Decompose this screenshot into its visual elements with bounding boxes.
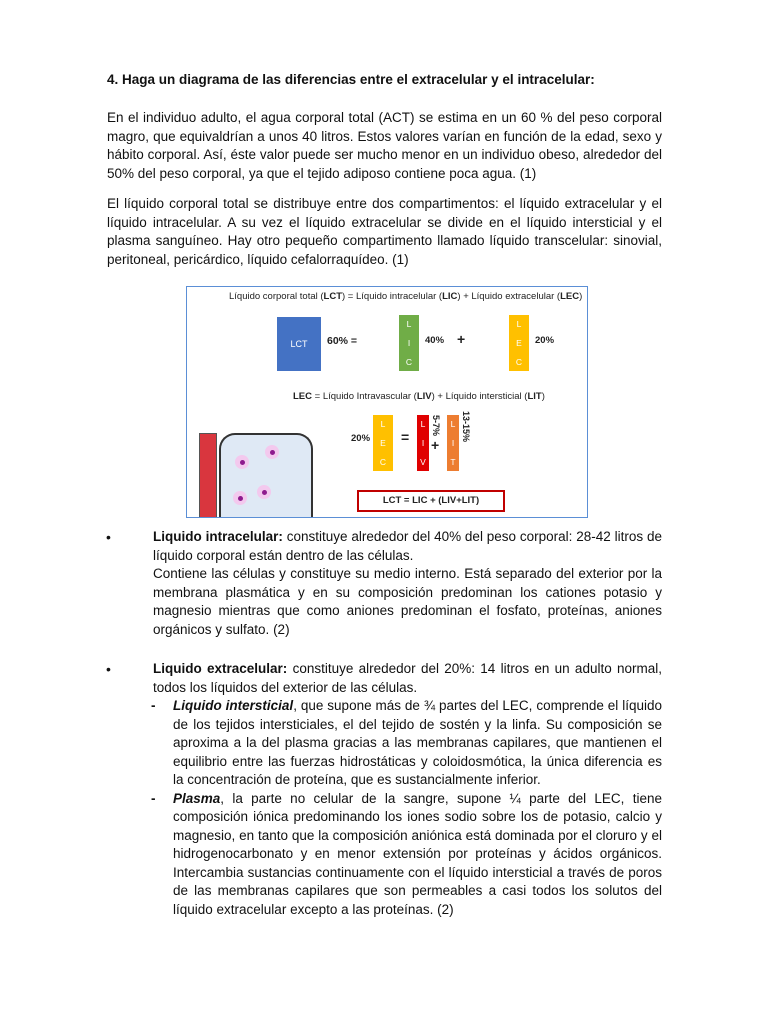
intracelular-definition: constituye alrededor del 40% del peso corporal: 28-42 litros de líquido corporal están dentro de las células. [153,529,662,563]
vessel-illustration [199,433,217,518]
bullet-liquido-intracelular [106,528,662,639]
term-plasma: Plasma [173,790,221,806]
lec-percent: 20% [535,335,555,346]
lic-percent: 40% [425,335,445,346]
term-extracelular: Liquido extracelular: [153,661,288,676]
lec2-box: L E C [373,415,393,471]
lct-box: LCT [277,317,321,371]
lit-box: L I T [447,415,459,471]
paragraph-agua-corporal: En el individuo adulto, el agua corporal total (ACT) se estima en un 60 % del peso corporal magro, que equivaldrían a unos 40 litros. Estos valores varían en función de la edad, sexo y hábito corporal. Así, éste valor puede ser mucho menor en un individuo obeso, alrededor del 50% del peso corporal, ya que el tejido adiposo contiene poca agua. (1) [107,110,662,181]
sub-item-plasma: - Plasma, la parte no celular de la sangre, supone ¼ parte del LEC, tiene composición iónica predominando los iones sodio sobre los de potasio, calcio y magnesio, en tanto que la composición aniónica está dominada por el cloruro y el hidrogenocarbonato y en menor extensión por proteínas y ácidos orgánicos. Intercambia sustancias continuamente con el líquido intersticial a través de poros de las membranas capilares que son permeables a casi todos los solutos del líquido extracelular excepto a las proteínas. (2) [151,790,662,917]
term-intracelular: Liquido intracelular: [153,529,283,544]
fluid-compartments-diagram [186,286,588,518]
question-heading: 4. Haga un diagrama de las diferencias entre el extracelular y el intracelular: [107,72,595,87]
term-intersticial: Liquido intersticial [173,698,294,713]
lec-box: L E C [509,315,529,371]
liv-box: L I V [417,415,429,471]
extracelular-definition: constituye alrededor del 20%: 14 litros en un adulto normal, todos los líquidos del exterior de las células. [153,661,663,695]
bullet-symbol: • [106,661,111,677]
paragraph-compartimentos: El líquido corporal total se distribuye entre dos compartimentos: el líquido extracelular y el líquido intracelular. A su vez el líquido extracelular se divide en el líquido intersticial y el plasma sanguíneo. Hay otro pequeño compartimento llamado líquido transcelular: sinovial, peritoneal, pericárdico, líquido cefalorraquídeo. (1) [107,196,662,267]
lit-percent: 13-15% [461,411,471,443]
formula-box: LCT = LIC + (LIV+LIT) [357,490,505,512]
sub-item-intersticial: - Liquido intersticial, que supone más de ¾ partes del LEC, comprende el líquido de los tejidos intersticiales, el del tejido de sostén y la linfa. Su composición se aproxima a la del plasma gracias a las membranas capilares, que mantienen el equilibrio entre las fuerzas hidrostáticas y coloidosmótica, la única diferencia es la concentración de proteína, que es sustancialmente inferior. [151,698,662,787]
liv-percent: 5-7% [431,415,441,437]
plus-sign-2: + [431,437,440,453]
bullet-symbol: • [106,529,111,545]
bullet-liquido-extracelular [106,660,663,919]
lec-equation: LEC = Líquido Intravascular (LIV) + Líquido intersticial (LIT) [293,391,545,402]
plus-sign: + [457,331,466,347]
lec2-percent: 20% [351,433,371,444]
cell-container-illustration [219,433,313,518]
lct-percent: 60% = [327,335,358,347]
equals-sign: = [401,429,410,445]
lic-box: L I C [399,315,419,371]
diagram-title: Líquido corporal total (LCT) = Líquido intracelular (LIC) + Líquido extracelular (LEC) [229,291,583,302]
intracelular-description: Contiene las células y constituye su medio interno. Está separado del exterior por la membrana plasmática y en su composición predominan los cationes potasio y magnesio mientras que como aniones predominan el fosfato, proteínas, aniones orgánicos y sulfato. (2) [153,566,662,637]
